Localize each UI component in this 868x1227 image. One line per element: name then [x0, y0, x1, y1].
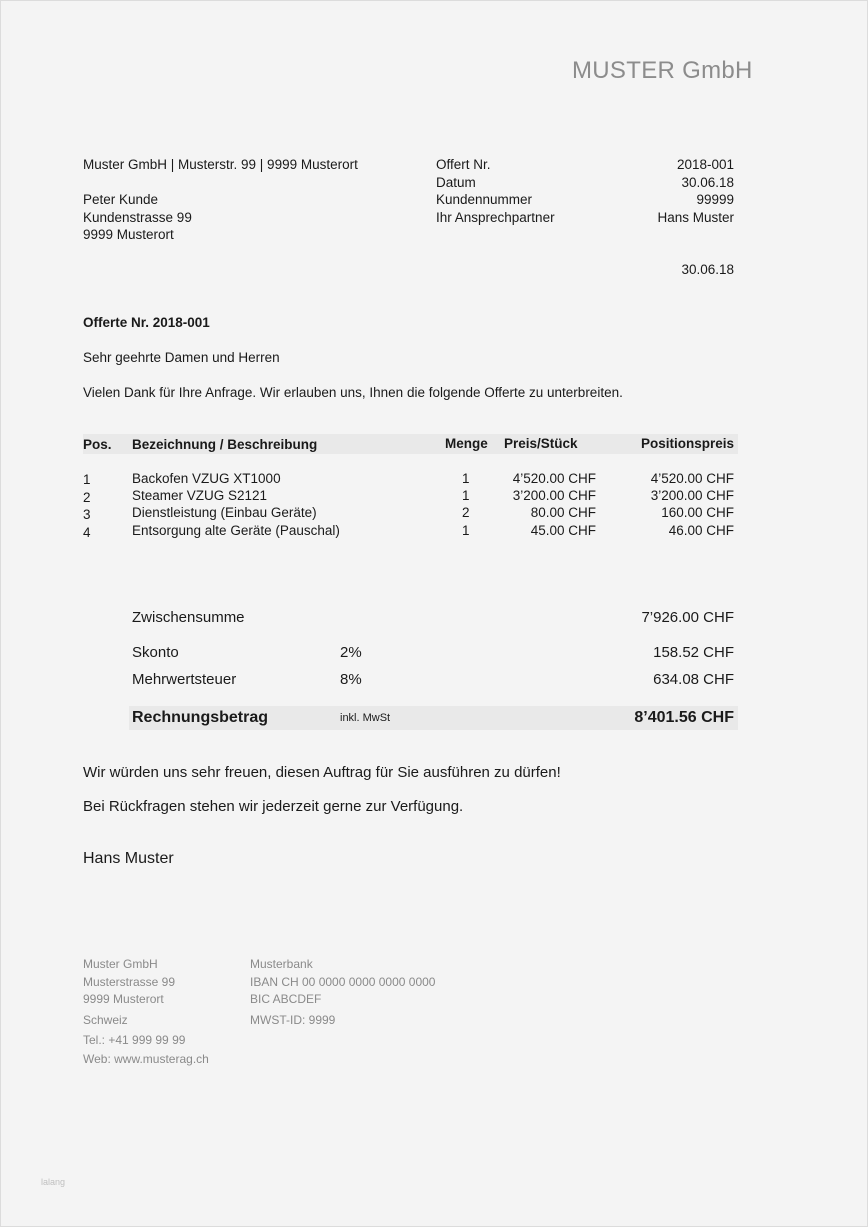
table-row-quantity: 1 [462, 523, 470, 538]
column-header-line-total: Positionspreis [640, 436, 734, 451]
discount-value: 158.52 CHF [653, 644, 734, 661]
closing-text-1: Wir würden uns sehr freuen, diesen Auftrag für Sie ausführen zu dürfen! [83, 764, 561, 781]
footer-iban: IBAN CH 00 0000 0000 0000 0000 [250, 975, 436, 989]
table-row-description: Dienstleistung (Einbau Geräte) [132, 505, 317, 520]
table-row-quantity: 1 [462, 488, 470, 503]
footer-vat-id: MWST-ID: 9999 [250, 1013, 336, 1027]
salutation: Sehr geehrte Damen und Herren [83, 350, 280, 365]
meta-value-contact: Hans Muster [657, 210, 734, 225]
meta-value-customer-no: 99999 [696, 192, 734, 207]
subtotal-label: Zwischensumme [132, 609, 245, 626]
recipient-street: Kundenstrasse 99 [83, 210, 192, 225]
table-row-pos: 2 [83, 490, 91, 505]
intro-text: Vielen Dank für Ihre Anfrage. Wir erlauben uns, Ihnen die folgende Offerte zu unterbreiten. [83, 385, 623, 400]
table-row-description: Backofen VZUG XT1000 [132, 471, 281, 486]
sender-line: Muster GmbH | Musterstr. 99 | 9999 Musterort [83, 157, 358, 172]
table-row-line-total: 3’200.00 CHF [650, 488, 734, 503]
recipient-city: 9999 Musterort [83, 227, 174, 242]
subtotal-value: 7’926.00 CHF [641, 609, 734, 626]
column-header-quantity: Menge [445, 436, 488, 451]
discount-rate: 2% [340, 644, 362, 661]
footer-bic: BIC ABCDEF [250, 992, 322, 1006]
footer-city: 9999 Musterort [83, 992, 164, 1006]
table-row-pos: 4 [83, 525, 91, 540]
footer-company: Muster GmbH [83, 957, 158, 971]
closing-text-2: Bei Rückfragen stehen wir jederzeit gerne zur Verfügung. [83, 798, 464, 815]
table-row-pos: 1 [83, 472, 91, 487]
vat-value: 634.08 CHF [653, 671, 734, 688]
date-line: 30.06.18 [681, 262, 734, 277]
company-logo: MUSTER GmbH [572, 57, 753, 84]
total-value: 8’401.56 CHF [634, 709, 734, 726]
column-header-unit-price: Preis/Stück [504, 436, 578, 451]
table-row-line-total: 160.00 CHF [661, 505, 734, 520]
table-row-unit-price: 3’200.00 CHF [512, 488, 596, 503]
vat-label: Mehrwertsteuer [132, 671, 237, 688]
meta-label-offer-no: Offert Nr. [436, 157, 491, 172]
discount-label: Skonto [132, 644, 179, 661]
table-row-pos: 3 [83, 507, 91, 522]
table-row-description: Steamer VZUG S2121 [132, 488, 268, 503]
table-row-quantity: 2 [462, 505, 470, 520]
total-note: inkl. MwSt [340, 712, 391, 724]
footer-country: Schweiz [83, 1013, 128, 1027]
footer-bank: Musterbank [250, 957, 313, 971]
meta-value-date: 30.06.18 [681, 175, 734, 190]
meta-label-contact: Ihr Ansprechpartner [436, 210, 555, 225]
recipient-name: Peter Kunde [83, 192, 159, 207]
table-row-line-total: 46.00 CHF [668, 523, 734, 538]
footer-phone: Tel.: +41 999 99 99 [83, 1033, 186, 1047]
footer-web: Web: www.musterag.ch [83, 1052, 209, 1066]
table-row-line-total: 4’520.00 CHF [650, 471, 734, 486]
vat-rate: 8% [340, 671, 362, 688]
total-label: Rechnungsbetrag [132, 709, 269, 726]
footer-street: Musterstrasse 99 [83, 975, 176, 989]
meta-value-offer-no: 2018-001 [676, 157, 734, 172]
watermark: lalang [41, 1177, 66, 1187]
table-row-quantity: 1 [462, 471, 470, 486]
meta-label-customer-no: Kundennummer [436, 192, 533, 207]
column-header-pos: Pos. [83, 437, 112, 452]
table-row-unit-price: 4’520.00 CHF [512, 471, 596, 486]
table-row-unit-price: 80.00 CHF [530, 505, 596, 520]
table-row-unit-price: 45.00 CHF [530, 523, 596, 538]
table-row-description: Entsorgung alte Geräte (Pauschal) [132, 523, 340, 538]
signature-name: Hans Muster [83, 850, 174, 867]
document-title: Offerte Nr. 2018-001 [83, 315, 210, 330]
column-header-description: Bezeichnung / Beschreibung [132, 437, 318, 452]
meta-label-date: Datum [436, 175, 476, 190]
